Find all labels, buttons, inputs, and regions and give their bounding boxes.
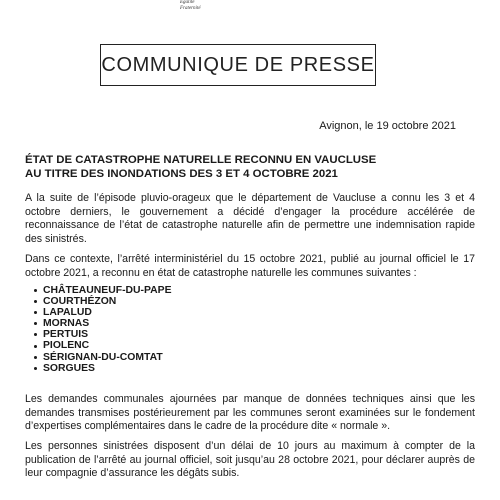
headline-line: AU TITRE DES INONDATIONS DES 3 ET 4 OCTOBRE 2021 [25,168,338,180]
list-item [34,296,172,307]
list-item [34,285,172,296]
commune-name: COURTHÉZON [43,296,117,308]
commune-name: CHÂTEAUNEUF-DU-PAPE [43,285,172,296]
bullet-icon [34,367,37,370]
commune-name: PIOLENC [43,340,90,352]
headline [25,153,376,181]
place-date: Avignon, le 19 octobre 2021 [319,120,456,132]
paragraph-deferred: Les demandes communales ajournées par manque de données techniques ainsi que les demandes transmises postérieurement par les communes seront examinées sur le fondement d’expertises complémentaires dans le cadre de la procédure dite « normale ». [25,393,475,433]
list-item [34,318,172,329]
bullet-icon [34,300,37,303]
commune-name: SORGUES [43,362,95,374]
list-item [34,363,172,374]
list-item [34,340,172,351]
motto-line: Égalité [180,0,195,5]
commune-name: PERTUIS [43,329,89,341]
motto-line: Fraternité [180,6,201,11]
bullet-icon [34,289,37,292]
paragraph-decree: Dans ce contexte, l’arrêté interministériel du 15 octobre 2021, publié au journal officiel le 17 octobre 2021, a reconnu en état de catastrophe naturelle les communes suivantes : [25,253,475,279]
commune-name: MORNAS [43,318,90,330]
republic-motto [180,0,201,12]
paragraph-deadline: Les personnes sinistrées disposent d’un délai de 10 jours au maximum à compter de la publication de l’arrêté au journal officiel, soit jusqu’au 28 octobre 2021, pour déclarer auprès de leur compagnie d’assurance les dégâts subis. [25,440,475,480]
bullet-icon [34,345,37,348]
bullet-icon [34,333,37,336]
press-release-header [100,44,376,86]
page-title: COMMUNIQUE DE PRESSE [101,53,375,76]
list-item [34,352,172,363]
bullet-icon [34,356,37,359]
list-item [34,329,172,340]
commune-name: LAPALUD [43,307,92,319]
list-item [34,307,172,318]
commune-name: SÉRIGNAN-DU-COMTAT [43,351,163,363]
bullet-icon [34,311,37,314]
headline-line: ÉTAT DE CATASTROPHE NATURELLE RECONNU EN VAUCLUSE [25,154,377,166]
bullet-icon [34,322,37,325]
communes-list [34,285,172,374]
paragraph-context: A la suite de l’épisode pluvio-orageux que le département de Vaucluse a connu les 3 et 4 octobre derniers, le gouvernement a décidé d’engager la procédure accélérée de reconnaissance de l’état de catastrophe naturelle afin de permettre une indemnisation rapide des sinistrés. [25,192,475,245]
